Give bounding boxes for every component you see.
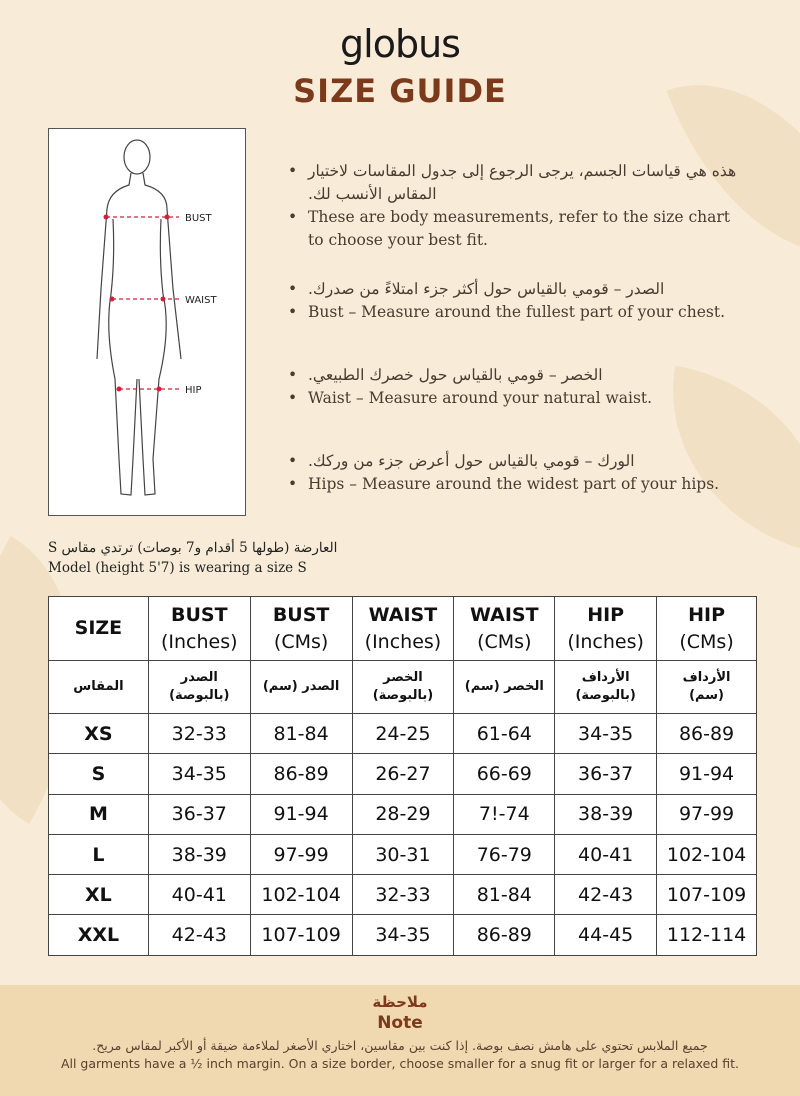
measurement-cell: 40-41 — [148, 875, 250, 915]
bullet-ar: • هذه هي قياسات الجسم، يرجى الرجوع إلى جدول المقاسات لاختيار المقاس الأنسب لك. — [288, 160, 748, 206]
header-unit: (CMs) — [273, 630, 329, 653]
measurement-cell: 32-33 — [148, 714, 250, 754]
measurement-cell: 91-94 — [250, 794, 352, 834]
measurement-cell: 107-109 — [657, 875, 757, 915]
measurement-instructions — [288, 160, 748, 526]
table-row — [49, 875, 757, 915]
measurement-cell: 28-29 — [352, 794, 454, 834]
column-header — [148, 597, 250, 661]
bullet-en: • Bust – Measure around the fullest part of your chest. — [288, 301, 748, 324]
model-info-ar: العارضة (طولها 5 أقدام و7 بوصات) ترتدي مقاس S — [48, 540, 338, 556]
measurement-cell: 7!-74 — [454, 794, 555, 834]
header-unit: (Inches) — [364, 630, 442, 653]
bust-label: BUST — [185, 213, 212, 224]
header-unit: (CMs) — [477, 630, 532, 653]
measurement-cell: 97-99 — [250, 834, 352, 874]
column-header-ar: الأرداف (سم) — [657, 661, 757, 714]
note-title-ar: ملاحظة — [372, 993, 428, 1011]
header-label: HIP — [587, 603, 625, 626]
bullet-en: • Waist – Measure around your natural waist. — [288, 387, 748, 410]
column-header-ar: الصدر (بالبوصة) — [148, 661, 250, 714]
measurement-cell: 86-89 — [657, 714, 757, 754]
measurement-cell: 97-99 — [657, 794, 757, 834]
header-label: SIZE — [74, 617, 123, 639]
measurement-cell: 86-89 — [454, 915, 555, 955]
measurement-cell: 86-89 — [250, 754, 352, 794]
measurement-cell: 44-45 — [555, 915, 657, 955]
header-label: WAIST — [470, 603, 539, 626]
table-row — [49, 794, 757, 834]
measurement-cell: 91-94 — [657, 754, 757, 794]
size-cell: XL — [49, 875, 149, 915]
measurement-cell: 81-84 — [454, 875, 555, 915]
note-title: Note — [377, 1013, 423, 1033]
size-cell: XXL — [49, 915, 149, 955]
table-row — [49, 714, 757, 754]
header-unit: (Inches) — [161, 630, 238, 653]
measurement-cell: 102-104 — [250, 875, 352, 915]
size-cell: S — [49, 754, 149, 794]
measurement-cell: 36-37 — [555, 754, 657, 794]
measurement-cell: 76-79 — [454, 834, 555, 874]
measurement-cell: 38-39 — [148, 834, 250, 874]
measurement-cell: 36-37 — [148, 794, 250, 834]
size-cell: L — [49, 834, 149, 874]
header-unit: (Inches) — [567, 630, 644, 653]
bullet-ar: • الصدر – قومي بالقياس حول أكثر جزء امتلاءً من صدرك. — [288, 278, 748, 301]
header-label: BUST — [171, 603, 228, 626]
bullet-en: • Hips – Measure around the widest part of your hips. — [288, 473, 748, 496]
header-row — [49, 597, 757, 661]
size-cell: XS — [49, 714, 149, 754]
measurement-cell: 26-27 — [352, 754, 454, 794]
table-row — [49, 754, 757, 794]
bullet-ar: • الخصر – قومي بالقياس حول خصرك الطبيعي. — [288, 364, 748, 387]
bullet-ar: • الورك – قومي بالقياس حول أعرض جزء من وركك. — [288, 450, 748, 473]
waist-label: WAIST — [185, 295, 217, 306]
header-label: BUST — [272, 603, 330, 626]
measurement-cell: 107-109 — [250, 915, 352, 955]
column-header — [49, 597, 149, 661]
table-row — [49, 915, 757, 955]
model-info — [48, 538, 337, 578]
note-section — [0, 985, 800, 1096]
column-header-ar: المقاس — [49, 661, 149, 714]
measurement-cell: 42-43 — [148, 915, 250, 955]
measurement-cell: 30-31 — [352, 834, 454, 874]
measurement-cell: 34-35 — [352, 915, 454, 955]
column-header-ar: الخصر (سم) — [454, 661, 555, 714]
header-row-ar — [49, 661, 757, 714]
column-header — [352, 597, 454, 661]
measurement-cell: 34-35 — [555, 714, 657, 754]
note-text-ar: جميع الملابس تحتوي على هامش نصف بوصة. إذا كنت بين مقاسين، اختاري الأصغر لملاءمة ضيقة أو الأكبر لمقاس مريح. — [92, 1038, 708, 1053]
measurement-cell: 34-35 — [148, 754, 250, 794]
column-header-ar: الأرداف (بالبوصة) — [555, 661, 657, 714]
measurement-cell: 61-64 — [454, 714, 555, 754]
size-chart-table — [48, 596, 757, 956]
header-label: WAIST — [368, 603, 438, 626]
page-title: SIZE GUIDE — [293, 72, 507, 110]
bullet-en: • These are body measurements, refer to the size chart to choose your best fit. — [288, 206, 748, 252]
model-info-en: Model (height 5'7) is wearing a size S — [48, 560, 307, 576]
column-header — [250, 597, 352, 661]
note-text: All garments have a ½ inch margin. On a size border, choose smaller for a snug fit or larger for a relaxed fit. — [60, 1056, 740, 1071]
measurement-cell: 40-41 — [555, 834, 657, 874]
measurement-cell: 66-69 — [454, 754, 555, 794]
body-measurement-figure — [48, 128, 246, 516]
hip-label: HIP — [185, 385, 202, 396]
measurement-cell: 81-84 — [250, 714, 352, 754]
measurement-cell: 24-25 — [352, 714, 454, 754]
measurement-cell: 112-114 — [657, 915, 757, 955]
column-header — [555, 597, 657, 661]
column-header — [657, 597, 757, 661]
column-header — [454, 597, 555, 661]
size-cell: M — [49, 794, 149, 834]
header-label: HIP — [688, 603, 725, 626]
header-unit: (CMs) — [679, 630, 734, 653]
measurement-cell: 32-33 — [352, 875, 454, 915]
measurement-cell: 38-39 — [555, 794, 657, 834]
measurement-cell: 42-43 — [555, 875, 657, 915]
column-header-ar: الصدر (سم) — [250, 661, 352, 714]
brand-logo: globus — [340, 22, 460, 66]
measurement-cell: 102-104 — [657, 834, 757, 874]
table-row — [49, 834, 757, 874]
column-header-ar: الخصر (بالبوصة) — [352, 661, 454, 714]
